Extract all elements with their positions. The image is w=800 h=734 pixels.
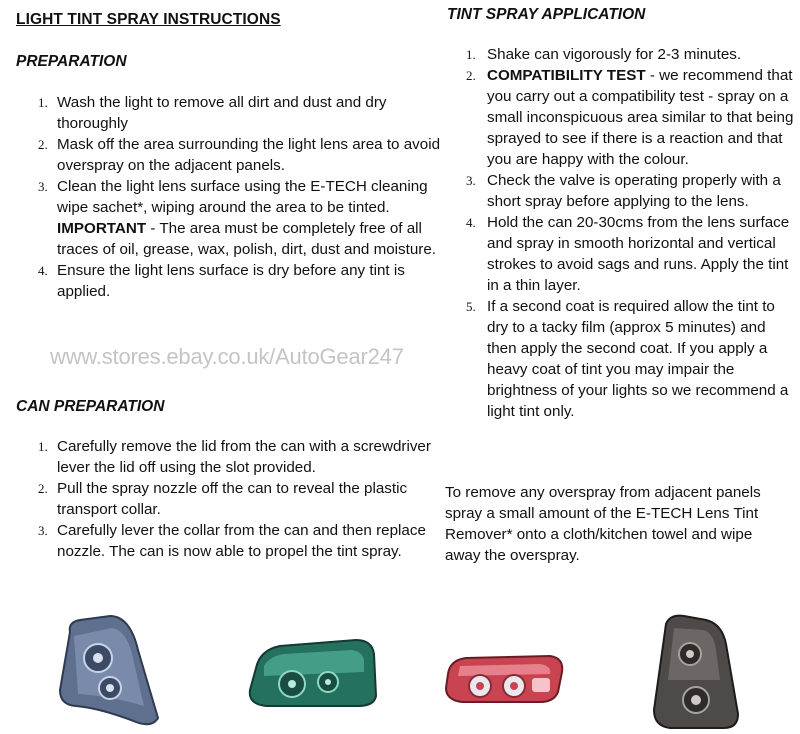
list-item: 2. Pull the spray nozzle off the can to reveal the plastic transport collar. [38, 480, 408, 518]
red-clear-tail-light-photo [440, 610, 570, 734]
overspray-removal-note: To remove any overspray from adjacent panels spray a small amount of the E-TECH Lens Tint Remover* onto a cloth/kitchen towel and wipe away the overspray. [445, 484, 761, 564]
can-preparation-steps [16, 436, 446, 562]
list-item: 3. Clean the light lens surface using the E-TECH cleaning wipe sachet*, wiping around the area to be tinted. IMPORTANT - The area must be completely free of all traces of oil, grease, wax, polish, dirt, dust and moisture. [38, 178, 437, 258]
page-title: LIGHT TINT SPRAY INSTRUCTIONS [16, 11, 281, 28]
compatibility-test-label: COMPATIBILITY TEST [487, 67, 646, 84]
list-item: 5. If a second coat is required allow the tint to dry to a tacky film (approx 5 minutes) and then apply the second coat. If you apply a heavy coat of tint you may impair the brightness of your lights so we recommend a light tint only. [466, 298, 789, 420]
preparation-heading: PREPARATION [16, 53, 127, 70]
preparation-steps [16, 92, 446, 302]
list-item: 3. Check the valve is operating properly with a short spray before applying to the lens. [466, 172, 781, 210]
important-label: IMPORTANT [57, 220, 147, 237]
list-item: 1. Carefully remove the lid from the can with a screwdriver lever the lid off using the slot provided. [38, 438, 431, 476]
list-item: 1. Shake can vigorously for 2-3 minutes. [466, 46, 742, 63]
green-tinted-tail-light-photo [240, 610, 390, 734]
list-item: 2. Mask off the area surrounding the light lens area to avoid overspray on the adjacent panels. [38, 136, 441, 174]
list-item: 2. COMPATIBILITY TEST - we recommend that you carry out a compatibility test - spray on a small inconspicuous area similar to that being sprayed to see if there is a reaction and that you are happy with the colour. [466, 67, 794, 168]
blue-tinted-tail-light-photo [40, 610, 180, 734]
list-item: 4. Ensure the light lens surface is dry before any tint is applied. [38, 262, 405, 300]
list-item: 3. Carefully lever the collar from the can and then replace nozzle. The can is now able to propel the tint spray. [38, 522, 426, 560]
application-steps [445, 44, 795, 422]
tail-light-photos [0, 610, 800, 734]
smoked-tail-light-photo [640, 610, 750, 734]
list-item: 1. Wash the light to remove all dirt and dust and dry thoroughly [38, 94, 387, 132]
list-item: 4. Hold the can 20-30cms from the lens surface and spray in smooth horizontal and vertical strokes to avoid sags and runs. Apply the tint in a thin layer. [466, 214, 790, 294]
can-preparation-heading: CAN PREPARATION [16, 398, 165, 415]
store-watermark: www.stores.ebay.co.uk/AutoGear247 [50, 344, 404, 369]
application-heading: TINT SPRAY APPLICATION [447, 6, 646, 23]
